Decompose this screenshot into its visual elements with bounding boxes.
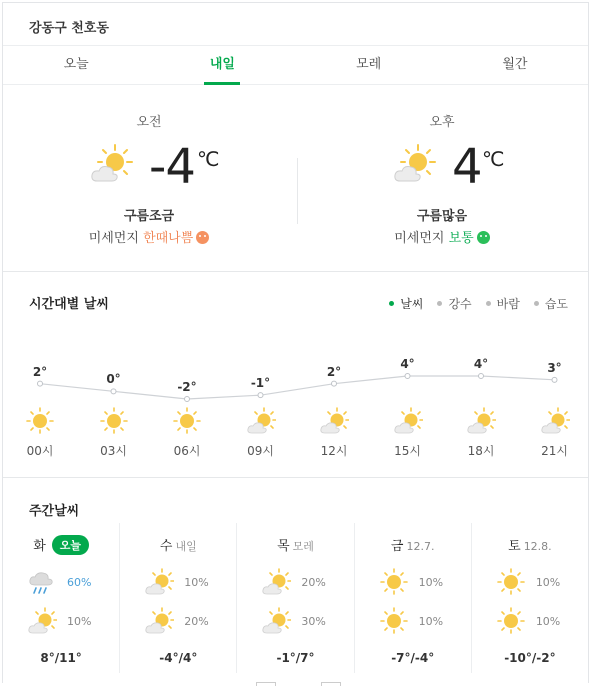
partly-cloudy-icon	[393, 407, 423, 435]
partly-cloudy-icon	[466, 407, 496, 435]
weekly-am-row	[144, 568, 234, 598]
pm-dust-value: 보통	[448, 231, 474, 246]
temp-point	[479, 374, 484, 379]
weekday-label: 목	[277, 539, 290, 554]
weekly-day[interactable]	[236, 523, 353, 673]
am-dust-value: 한때나쁨	[143, 231, 194, 246]
tab-tomorrow[interactable]: 내일	[149, 46, 295, 84]
temp-point	[111, 389, 116, 394]
hourly-forecast	[3, 333, 588, 473]
hourly-title: 시간대별 날씨	[29, 297, 109, 312]
pm-dust	[296, 227, 588, 246]
hourly-time-label: 12시	[320, 444, 348, 458]
weekly-title: 주간날씨	[29, 504, 80, 519]
am-period-label: 오전	[136, 115, 162, 130]
sun-icon	[25, 407, 55, 435]
precip-chance: 10%	[535, 615, 561, 628]
weekday-label: 금	[390, 539, 404, 554]
weekly-pm-row	[261, 607, 351, 637]
precip-chance: 10%	[67, 615, 92, 628]
sun-icon	[172, 407, 202, 435]
weekly-day-header	[120, 535, 236, 554]
weekly-day-header	[237, 535, 353, 554]
filter-label: 날씨	[400, 297, 424, 311]
weekly-pm-row	[379, 607, 469, 637]
precip-chance: 20%	[184, 615, 209, 628]
filter-dot	[437, 301, 442, 306]
hourly-time-label: 21시	[541, 444, 568, 458]
weekday-sub-label: 내일	[175, 540, 197, 553]
hourly-temp-label: 4°	[473, 357, 489, 371]
precip-chance: 30%	[301, 615, 326, 628]
am-dust-label: 미세먼지	[88, 231, 139, 246]
partly-cloudy-icon	[540, 407, 570, 435]
precip-chance: 10%	[184, 576, 209, 589]
sun-icon	[496, 607, 526, 635]
filter-weather[interactable]	[389, 295, 423, 312]
temp-point	[332, 381, 337, 386]
partly-cloudy-icon	[319, 407, 349, 435]
hourly-time-label: 09시	[247, 444, 274, 458]
hourly-time-label: 00시	[26, 444, 54, 458]
weekly-day-header	[355, 535, 471, 554]
weekly-day[interactable]	[354, 523, 471, 673]
weekly-temp-range: -1°/7°	[276, 651, 315, 665]
partly-cloudy-icon	[392, 143, 438, 185]
am-forecast	[3, 85, 295, 271]
filter-label: 강수	[448, 297, 472, 311]
weekly-pm-row	[27, 607, 117, 637]
weekly-am-row	[261, 568, 351, 598]
weekly-day-header	[3, 535, 119, 555]
pm-forecast	[296, 85, 588, 271]
location-title[interactable]: 강동구 천호동	[29, 21, 109, 36]
partly-cloudy-icon	[144, 607, 174, 635]
partly-cloudy-icon	[261, 607, 291, 635]
sun-icon	[379, 568, 409, 596]
hourly-temp-label: 4°	[400, 357, 415, 371]
filter-wind[interactable]	[486, 295, 520, 312]
weekday-sub-label: 모레	[292, 540, 314, 553]
hourly-temp-line	[3, 333, 588, 473]
pm-condition: 구름많음	[416, 209, 468, 224]
section-divider	[3, 477, 588, 478]
filter-label: 바람	[496, 297, 520, 311]
weather-card	[2, 2, 589, 683]
filter-precip[interactable]	[437, 295, 471, 312]
hourly-temp-label: 0°	[106, 372, 121, 387]
hourly-temp-label: 2°	[326, 364, 342, 379]
weekly-temp-range: -7°/-4°	[391, 651, 435, 665]
partly-cloudy-icon	[89, 143, 135, 185]
precip-chance: 20%	[301, 576, 326, 589]
sun-icon	[99, 407, 129, 435]
partly-cloudy-icon	[261, 568, 291, 596]
weekly-pm-row	[496, 607, 586, 637]
hourly-time-label: 03시	[100, 444, 127, 458]
hourly-filters	[389, 295, 568, 312]
sun-icon	[496, 568, 526, 596]
hourly-time-label: 15시	[394, 444, 421, 458]
weekly-am-row	[496, 568, 586, 598]
temp-point	[185, 397, 190, 402]
sun-icon	[379, 607, 409, 635]
filter-dot	[389, 301, 394, 306]
weekday-label: 토	[508, 539, 521, 554]
precip-chance: 10%	[535, 576, 561, 589]
weekly-forecast	[3, 523, 588, 673]
weekly-temp-range: -10°/-2°	[504, 651, 556, 665]
temp-point	[405, 374, 410, 379]
hourly-temp-label: 2°	[32, 364, 48, 379]
weekly-temp-range: 8°/11°	[40, 651, 82, 665]
am-temp-unit: ℃	[197, 147, 220, 171]
precip-chance: 60%	[67, 576, 92, 589]
hourly-temp-label: -2°	[177, 380, 197, 394]
temp-point	[38, 381, 43, 386]
weekly-day[interactable]	[471, 523, 588, 673]
precip-chance: 10%	[418, 576, 444, 589]
pm-temperature: 4	[452, 139, 482, 195]
filter-dot	[534, 301, 539, 306]
rain-cloud-icon	[27, 568, 57, 596]
tab-day-after[interactable]: 모레	[356, 57, 382, 72]
filter-label: 습도	[544, 297, 568, 311]
weekly-day[interactable]	[3, 523, 119, 673]
temp-point	[552, 377, 557, 382]
partly-cloudy-icon	[246, 407, 276, 435]
weekly-day-header	[472, 535, 588, 554]
weekday-sub-label: 12.7.	[406, 540, 435, 553]
good-face-icon	[477, 231, 490, 244]
hourly-temp-label: 3°	[547, 360, 562, 375]
precip-chance: 10%	[418, 615, 444, 628]
bad-face-icon	[196, 231, 209, 244]
weekly-pm-row	[144, 607, 234, 637]
today-badge: 오늘	[52, 535, 89, 555]
pm-temp-unit: ℃	[482, 147, 505, 171]
partly-cloudy-icon	[27, 607, 57, 635]
tab-today[interactable]: 오늘	[63, 57, 89, 72]
filter-dot	[486, 301, 491, 306]
hourly-time-label: 18시	[467, 444, 495, 458]
section-divider	[3, 271, 588, 272]
tab-monthly[interactable]: 월간	[502, 57, 528, 72]
am-dust	[3, 227, 295, 246]
weekday-sub-label: 12.8.	[523, 540, 552, 553]
weekly-day[interactable]	[119, 523, 236, 673]
pm-period-label: 오후	[429, 115, 455, 130]
weekday-label: 화	[33, 539, 46, 554]
hourly-temp-label: -1°	[250, 376, 271, 391]
temp-point	[258, 393, 263, 398]
weekly-am-row	[379, 568, 469, 598]
am-temperature: -4	[149, 139, 195, 195]
pm-dust-label: 미세먼지	[394, 231, 445, 246]
am-condition: 구름조금	[123, 209, 175, 224]
partly-cloudy-icon	[144, 568, 174, 596]
weekly-am-row	[27, 568, 117, 598]
weekday-label: 수	[159, 539, 173, 554]
day-tabs	[3, 45, 588, 85]
weekly-temp-range: -4°/4°	[159, 651, 198, 665]
hourly-time-label: 06시	[173, 444, 201, 458]
filter-humidity[interactable]	[534, 295, 568, 312]
